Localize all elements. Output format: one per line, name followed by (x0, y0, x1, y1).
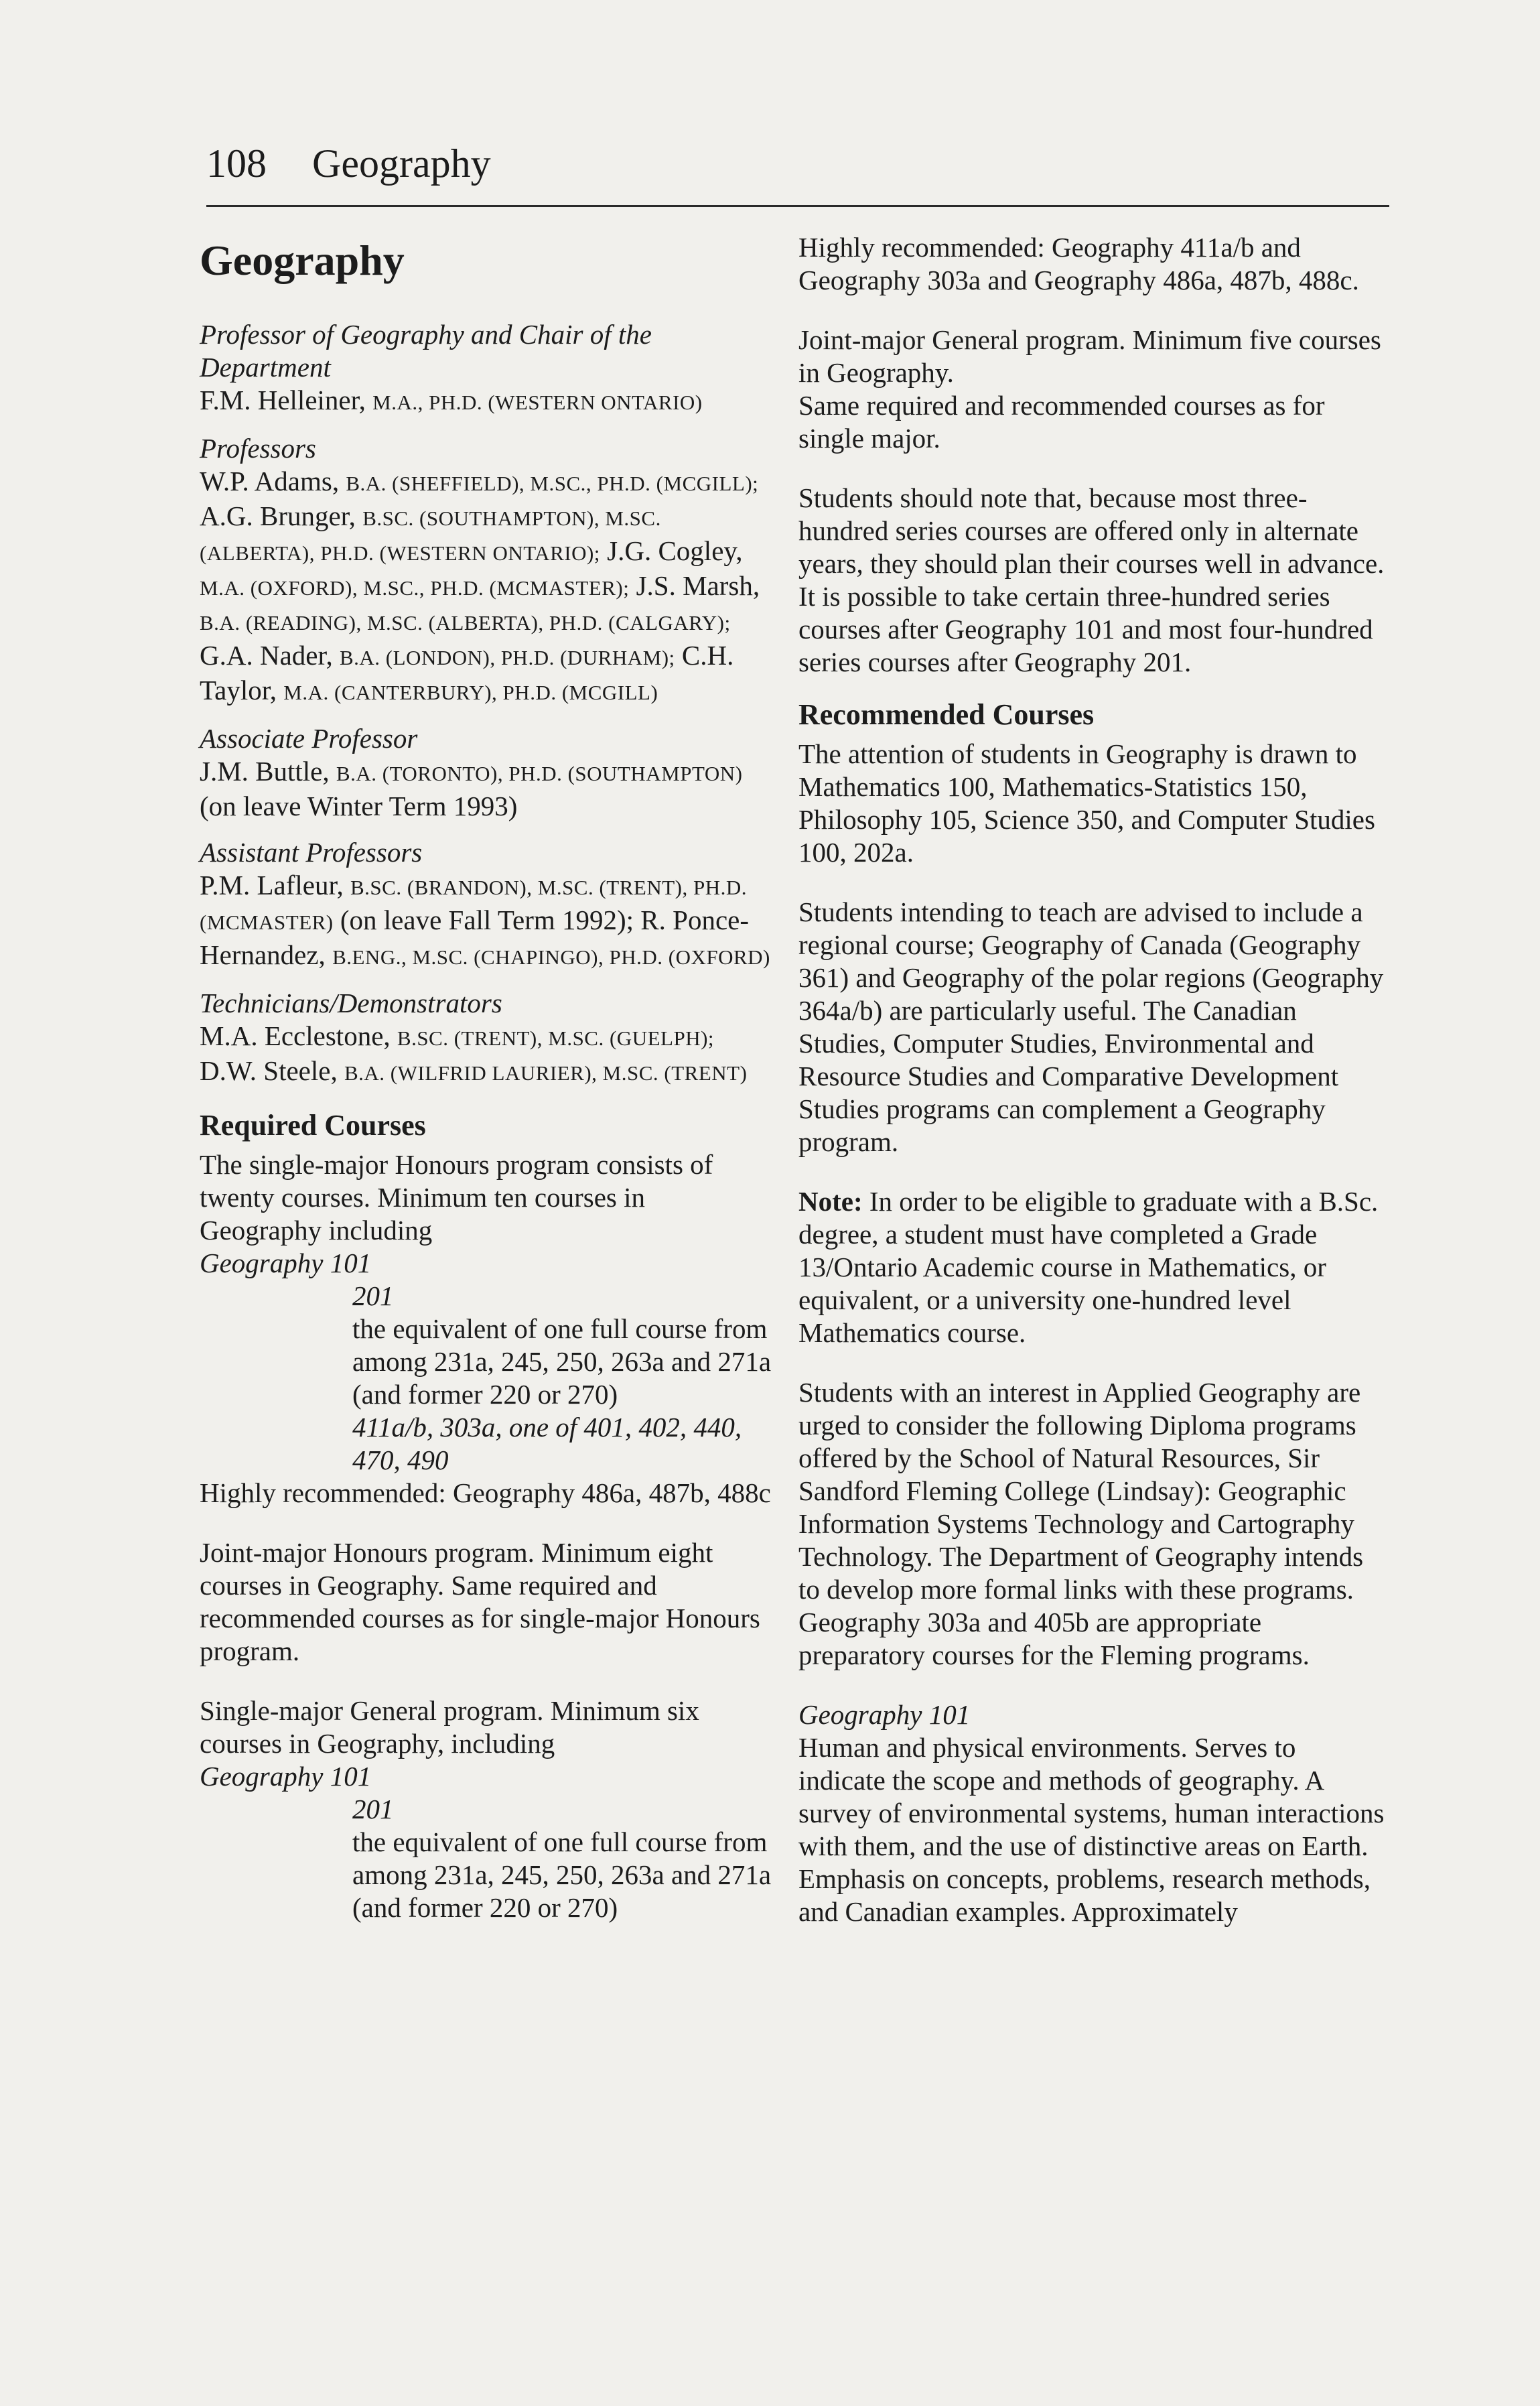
faculty-degrees: B.SC. (BRANDON), M.SC. (TRENT), PH.D. (MCMASTER) (200, 876, 748, 934)
running-header (206, 139, 1385, 188)
chair-block (200, 318, 772, 419)
page-number: 108 (206, 141, 267, 186)
associate-label: Associate Professor (200, 723, 418, 754)
list-item: 201 (352, 1794, 394, 1824)
teaching-paragraph: Students intending to teach are advised to include a regional course; Geography of Canada (Geography 361) and Geography of the polar regions (Geography 364a/b) are particularly useful. The Canadian Studies, Computer Studies, Environmental and Resource Studies and Comparative Development Studies programs can complement a Geography program. (798, 896, 1384, 1157)
running-title: Geography (312, 141, 491, 186)
faculty-degrees: B.A. (LONDON), PH.D. (DURHAM); (339, 646, 675, 669)
course-description: Human and physical environments. Serves to indicate the scope and methods of geography. A survey of environmental systems, human interactions with them, and the use of distinctive areas on Earth. Emphasis on concepts, problems, research methods, and Canadian examples. Approximately (798, 1732, 1385, 1927)
faculty-degrees: M.A. (OXFORD), M.SC., PH.D. (MCMASTER); (200, 576, 630, 600)
faculty-name: D.W. Steele, (200, 1055, 338, 1086)
faculty-name: C.H. Taylor, (200, 640, 734, 706)
general-intro: Single-major General program. Minimum six courses in Geography, including (200, 1695, 699, 1759)
faculty-name: P.M. Lafleur, (200, 870, 344, 900)
technicians-block (200, 987, 772, 1089)
list-item: the equivalent of one full course from among 231a, 245, 250, 263a and 271a (352, 1826, 772, 1890)
note-label: Note: (798, 1186, 863, 1217)
header-rule (206, 205, 1389, 207)
general-recommended: Highly recommended: Geography 411a/b and Geography 303a and Geography 486a, 487b, 488c. (798, 232, 1359, 295)
joint-general-paragraph-2: Same required and recommended courses as for single major. (798, 390, 1325, 454)
list-item: (and former 220 or 270) (352, 1379, 618, 1410)
faculty-name: J.M. Buttle, (200, 756, 330, 787)
course-title: Geography 101 (798, 1699, 971, 1730)
list-item: Geography 101 (200, 1761, 372, 1792)
professors-block (200, 432, 772, 709)
list-item: (and former 220 or 270) (352, 1892, 618, 1923)
faculty-degrees: B.ENG., M.SC. (CHAPINGO), PH.D. (OXFORD) (332, 945, 770, 969)
general-course-list (200, 1760, 772, 1924)
faculty-degrees: M.A. (CANTERBURY), PH.D. (MCGILL) (283, 681, 658, 704)
professors-label: Professors (200, 433, 316, 464)
faculty-degrees: M.A., PH.D. (WESTERN ONTARIO) (372, 391, 703, 414)
faculty-degrees: B.A. (WILFRID LAURIER), M.SC. (TRENT) (344, 1061, 748, 1085)
leave-note: (on leave Fall Term 1992); (340, 905, 634, 935)
three-hundred-note: Students should note that, because most three-hundred series courses are offered only in alternate years, they should plan their courses well in advance. It is possible to take certain three-hundred series courses after Geography 101 and most four-hundred series courses after Geography 201. (798, 482, 1385, 677)
recommended-courses-heading: Recommended Courses (798, 698, 1095, 731)
list-item: 201 (352, 1280, 394, 1311)
note-paragraph: Note: In order to be eligible to graduate with a B.Sc. degree, a student must have completed a Grade 13/Ontario Academic course in Mathematics, or equivalent, or a university one-hundred level Mathematics course. (798, 1186, 1379, 1348)
applied-geography-paragraph: Students with an interest in Applied Geography are urged to consider the following Diploma programs offered by the School of Natural Resources, Sir Sandford Fleming College (Lindsay): Geographic Information Systems Technology and Cartography Technology. The Department of Geography intends to develop more formal links with these programs. Geography 303a and 405b are appropriate preparatory courses for the Fleming programs. (798, 1377, 1364, 1670)
assistant-block (200, 836, 772, 974)
right-column (798, 231, 1388, 1940)
honours-recommended: Highly recommended: Geography 486a, 487b, 488c (200, 1477, 771, 1508)
faculty-degrees: B.A. (READING), M.SC. (ALBERTA), PH.D. (CALGARY); (200, 611, 731, 634)
list-item: 411a/b, 303a, one of 401, 402, 440, 470, 490 (352, 1412, 742, 1475)
leave-note: (on leave Winter Term 1993) (200, 791, 518, 821)
assistant-label: Assistant Professors (200, 837, 423, 868)
recommended-paragraph: The attention of students in Geography is drawn to Mathematics 100, Mathematics-Statistics 150, Philosophy 105, Science 350, and Computer Studies 100, 202a. (798, 738, 1375, 868)
honours-intro: The single-major Honours program consists of twenty courses. Minimum ten courses in Geography including (200, 1149, 713, 1246)
joint-honours-paragraph: Joint-major Honours program. Minimum eight courses in Geography. Same required and recommended courses as for single-major Honours program. (200, 1537, 760, 1666)
section-heading: Geography (200, 237, 405, 284)
professors-list (200, 465, 772, 709)
list-item: Geography 101 (200, 1248, 372, 1278)
required-courses-heading: Required Courses (200, 1109, 426, 1142)
faculty-degrees: B.A. (TORONTO), PH.D. (SOUTHAMPTON) (336, 762, 743, 785)
faculty-name: A.G. Brunger, (200, 500, 356, 531)
faculty-name: R. Ponce-Hernandez, (200, 905, 749, 970)
honours-course-list (200, 1247, 772, 1477)
faculty-degrees: B.A. (SHEFFIELD), M.SC., PH.D. (MCGILL); (346, 472, 759, 495)
joint-general-paragraph: Joint-major General program. Minimum five courses in Geography. (798, 324, 1381, 388)
technicians-list (200, 1020, 772, 1089)
faculty-name: M.A. Ecclestone, (200, 1020, 391, 1051)
faculty-name: W.P. Adams, (200, 466, 340, 496)
list-item: the equivalent of one full course from among 231a, 245, 250, 263a and 271a (352, 1313, 772, 1377)
faculty-name: G.A. Nader, (200, 640, 333, 671)
left-column (200, 231, 772, 1924)
associate-block (200, 722, 772, 823)
faculty-degrees: B.SC. (TRENT), M.SC. (GUELPH); (397, 1026, 715, 1050)
chair-entry (200, 384, 772, 419)
technicians-label: Technicians/Demonstrators (200, 988, 502, 1018)
faculty-name: F.M. Helleiner, (200, 385, 366, 415)
assistant-list (200, 869, 772, 974)
faculty-name: J.S. Marsh, (636, 570, 760, 601)
faculty-degrees: B.SC. (SOUTHAMPTON), M.SC. (ALBERTA), PH.D. (WESTERN ONTARIO); (200, 507, 661, 565)
chair-label: Professor of Geography and Chair of the Department (200, 319, 652, 383)
associate-entry (200, 755, 772, 823)
faculty-name: J.G. Cogley, (607, 535, 743, 566)
